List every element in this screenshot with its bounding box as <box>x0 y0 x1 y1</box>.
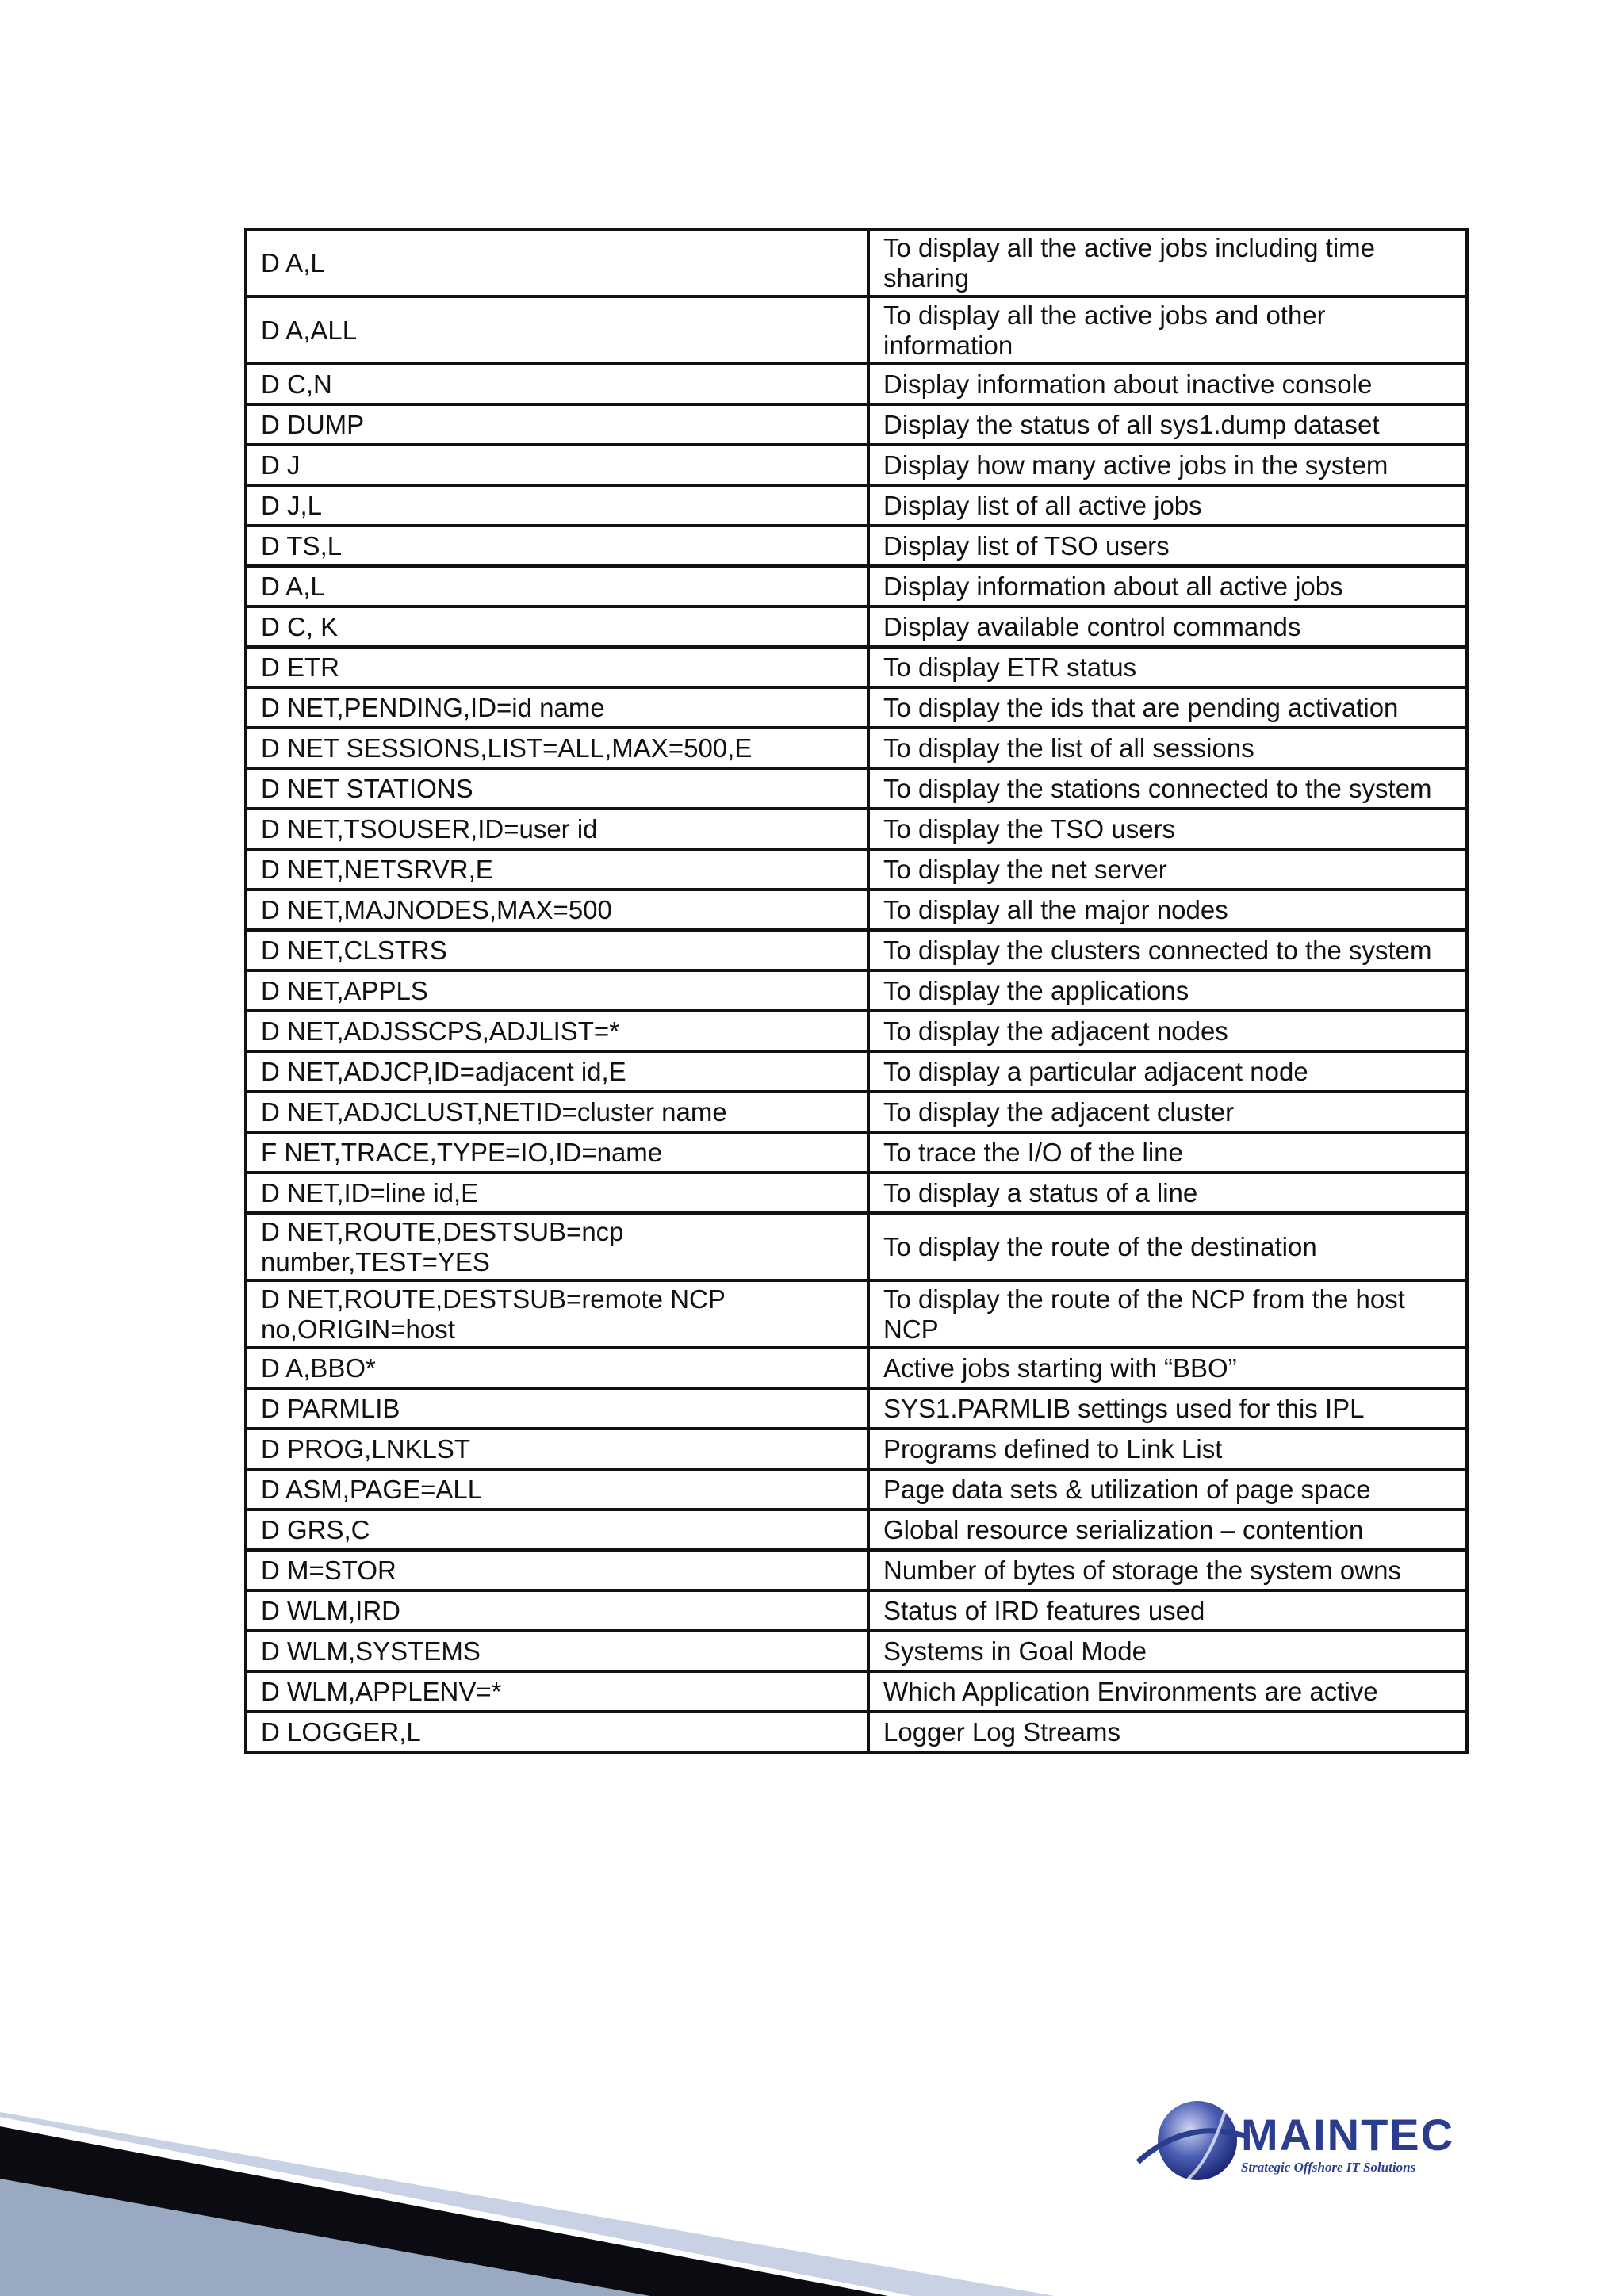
table-row <box>246 687 1467 728</box>
maintec-logo <box>1130 2087 1495 2206</box>
description-cell: To display the route of the destination <box>868 1213 1467 1280</box>
table-row <box>246 566 1467 607</box>
description-cell: To display the applications <box>868 970 1467 1011</box>
description-cell: Display available control commands <box>868 607 1467 647</box>
description-cell: Logger Log Streams <box>868 1712 1467 1752</box>
description-cell: Number of bytes of storage the system owns <box>868 1550 1467 1590</box>
logo-wordmark: MAINTEC <box>1241 2110 1455 2160</box>
command-cell: D NET,NETSRVR,E <box>246 849 868 890</box>
description-cell: Active jobs starting with “BBO” <box>868 1348 1467 1388</box>
description-cell: To display the ids that are pending activation <box>868 687 1467 728</box>
command-cell: D NET,TSOUSER,ID=user id <box>246 809 868 849</box>
description-cell: Display list of TSO users <box>868 526 1467 566</box>
command-cell: D NET,ROUTE,DESTSUB=ncp number,TEST=YES <box>246 1213 868 1280</box>
table-row <box>246 1550 1467 1590</box>
command-cell: D TS,L <box>246 526 868 566</box>
table-row <box>246 849 1467 890</box>
logo-tagline: Strategic Offshore IT Solutions <box>1241 2160 1416 2175</box>
table-row <box>246 1280 1467 1348</box>
description-cell: To display the net server <box>868 849 1467 890</box>
command-cell: D NET,ID=line id,E <box>246 1173 868 1213</box>
table-row <box>246 229 1467 297</box>
description-cell: To display the TSO users <box>868 809 1467 849</box>
description-cell: To display the clusters connected to the system <box>868 930 1467 970</box>
table-row <box>246 1712 1467 1752</box>
description-cell: Display how many active jobs in the system <box>868 445 1467 485</box>
table-row <box>246 930 1467 970</box>
command-cell: D J,L <box>246 485 868 526</box>
description-cell: To display all the active jobs including time sharing <box>868 229 1467 297</box>
command-cell: D C,N <box>246 364 868 404</box>
command-cell: D LOGGER,L <box>246 1712 868 1752</box>
command-cell: D WLM,APPLENV=* <box>246 1671 868 1712</box>
command-cell: D NET,APPLS <box>246 970 868 1011</box>
description-cell: To display a particular adjacent node <box>868 1051 1467 1092</box>
table-row <box>246 728 1467 768</box>
table-row <box>246 1092 1467 1132</box>
command-cell: D NET,MAJNODES,MAX=500 <box>246 890 868 930</box>
command-cell: D GRS,C <box>246 1510 868 1550</box>
description-cell: Which Application Environments are active <box>868 1671 1467 1712</box>
description-cell: To trace the I/O of the line <box>868 1132 1467 1173</box>
table-row <box>246 1590 1467 1631</box>
command-cell: D A,L <box>246 229 868 297</box>
command-cell: D J <box>246 445 868 485</box>
table-row <box>246 1213 1467 1280</box>
command-cell: D WLM,IRD <box>246 1590 868 1631</box>
command-cell: D NET,PENDING,ID=id name <box>246 687 868 728</box>
command-cell: D WLM,SYSTEMS <box>246 1631 868 1671</box>
description-cell: Display information about inactive console <box>868 364 1467 404</box>
command-cell: F NET,TRACE,TYPE=IO,ID=name <box>246 1132 868 1173</box>
command-cell: D C, K <box>246 607 868 647</box>
table-row <box>246 1429 1467 1469</box>
command-cell: D ETR <box>246 647 868 687</box>
table-row <box>246 768 1467 809</box>
table-row <box>246 364 1467 404</box>
command-cell: D NET,ADJSSCPS,ADJLIST=* <box>246 1011 868 1051</box>
table-row <box>246 1173 1467 1213</box>
table-row <box>246 1631 1467 1671</box>
description-cell: To display the route of the NCP from the host NCP <box>868 1280 1467 1348</box>
table-row <box>246 526 1467 566</box>
globe-logo-icon <box>1130 2087 1249 2206</box>
description-cell: Page data sets & utilization of page space <box>868 1469 1467 1510</box>
table-row <box>246 647 1467 687</box>
command-cell: D PARMLIB <box>246 1388 868 1429</box>
table-row <box>246 1388 1467 1429</box>
description-cell: Display information about all active jobs <box>868 566 1467 607</box>
table-row <box>246 404 1467 445</box>
description-cell: To display a status of a line <box>868 1173 1467 1213</box>
description-cell: SYS1.PARMLIB settings used for this IPL <box>868 1388 1467 1429</box>
description-cell: To display ETR status <box>868 647 1467 687</box>
table-row <box>246 445 1467 485</box>
description-cell: To display all the major nodes <box>868 890 1467 930</box>
table-row <box>246 1132 1467 1173</box>
command-cell: D NET STATIONS <box>246 768 868 809</box>
description-cell: Programs defined to Link List <box>868 1429 1467 1469</box>
command-cell: D A,ALL <box>246 297 868 364</box>
table-row <box>246 890 1467 930</box>
command-cell: D M=STOR <box>246 1550 868 1590</box>
table-row <box>246 297 1467 364</box>
table-row <box>246 1348 1467 1388</box>
description-cell: Display the status of all sys1.dump dataset <box>868 404 1467 445</box>
table-row <box>246 1051 1467 1092</box>
table-row <box>246 970 1467 1011</box>
command-cell: D NET,ROUTE,DESTSUB=remote NCP no,ORIGIN=host <box>246 1280 868 1348</box>
table-row <box>246 607 1467 647</box>
command-cell: D A,BBO* <box>246 1348 868 1388</box>
command-cell: D NET,ADJCP,ID=adjacent id,E <box>246 1051 868 1092</box>
command-cell: D NET,ADJCLUST,NETID=cluster name <box>246 1092 868 1132</box>
command-table <box>244 228 1469 1754</box>
description-cell: Display list of all active jobs <box>868 485 1467 526</box>
command-cell: D A,L <box>246 566 868 607</box>
description-cell: To display the adjacent nodes <box>868 1011 1467 1051</box>
description-cell: To display all the active jobs and other information <box>868 297 1467 364</box>
command-cell: D PROG,LNKLST <box>246 1429 868 1469</box>
table-row <box>246 1011 1467 1051</box>
description-cell: To display the stations connected to the system <box>868 768 1467 809</box>
description-cell: Systems in Goal Mode <box>868 1631 1467 1671</box>
command-cell: D DUMP <box>246 404 868 445</box>
table-row <box>246 485 1467 526</box>
table-row <box>246 809 1467 849</box>
command-cell: D ASM,PAGE=ALL <box>246 1469 868 1510</box>
table-row <box>246 1671 1467 1712</box>
description-cell: To display the adjacent cluster <box>868 1092 1467 1132</box>
command-cell: D NET,CLSTRS <box>246 930 868 970</box>
table-row <box>246 1510 1467 1550</box>
description-cell: Global resource serialization – contention <box>868 1510 1467 1550</box>
description-cell: To display the list of all sessions <box>868 728 1467 768</box>
table-row <box>246 1469 1467 1510</box>
description-cell: Status of IRD features used <box>868 1590 1467 1631</box>
command-cell: D NET SESSIONS,LIST=ALL,MAX=500,E <box>246 728 868 768</box>
